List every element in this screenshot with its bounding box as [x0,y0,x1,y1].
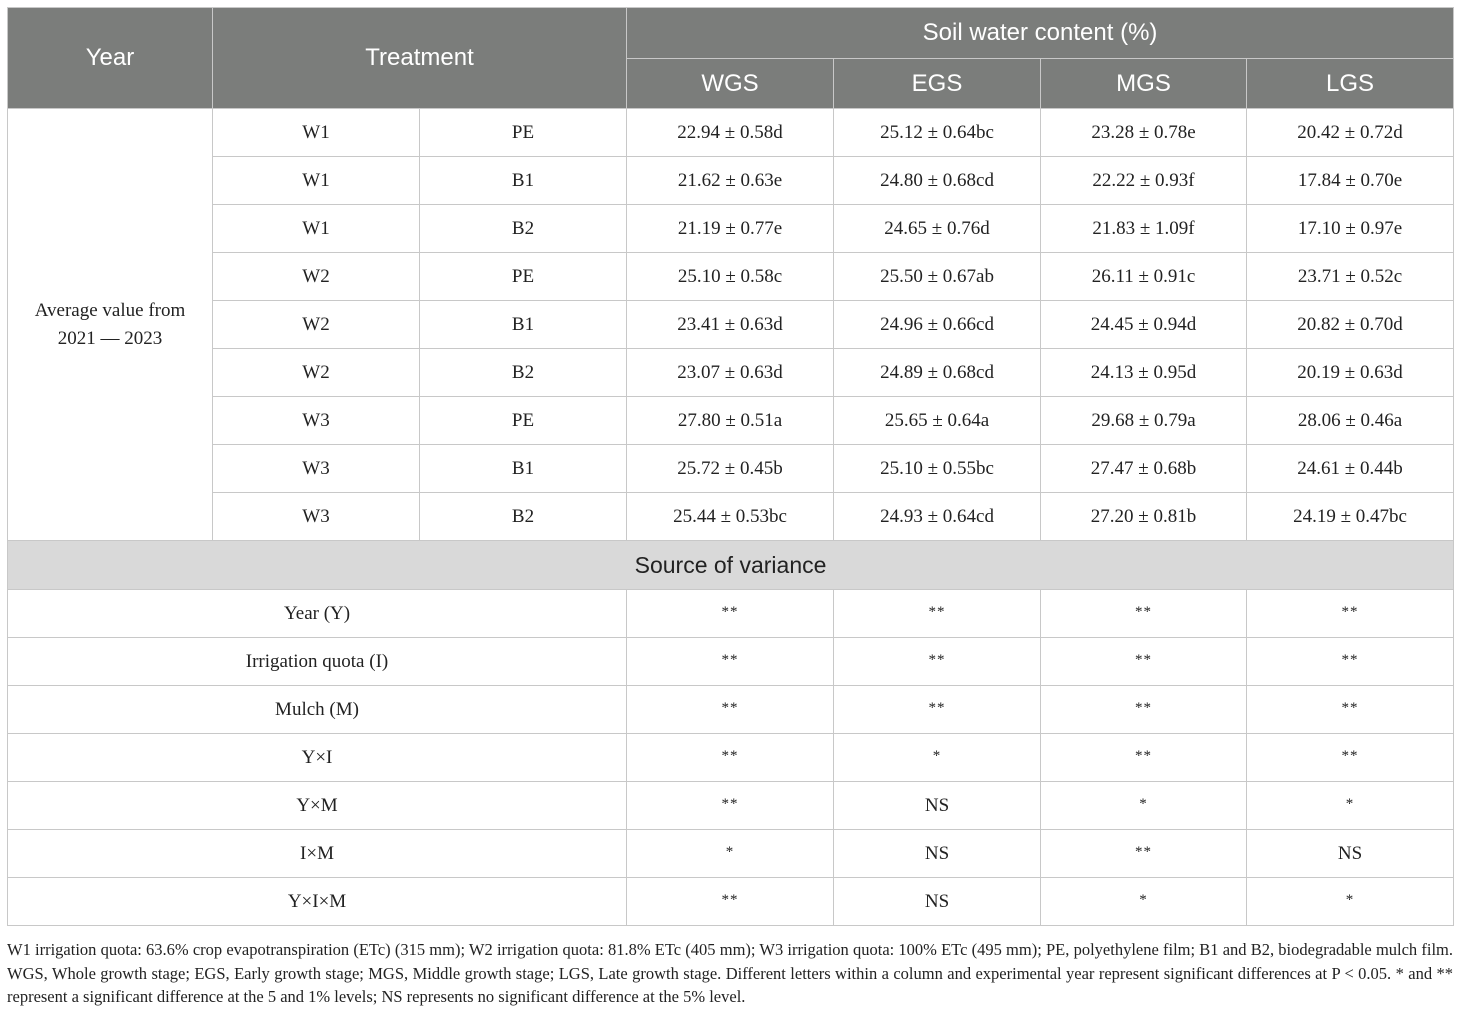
mgs-cell: 29.68 ± 0.79a [1041,397,1247,445]
mgs-cell: 26.11 ± 0.91c [1041,253,1247,301]
egs-cell: 24.93 ± 0.64cd [834,493,1041,541]
significance-cell: ** [1247,734,1454,782]
table-row [8,157,1454,205]
mgs-cell: 27.47 ± 0.68b [1041,445,1247,493]
significance-cell: * [1041,782,1247,830]
egs-cell: 24.96 ± 0.66cd [834,301,1041,349]
mulch-cell: B1 [420,301,627,349]
wgs-cell: 25.72 ± 0.45b [627,445,834,493]
variance-section-title: Source of variance [8,541,1454,590]
irrigation-cell: W2 [213,253,420,301]
lgs-cell: 24.61 ± 0.44b [1247,445,1454,493]
table-row [8,493,1454,541]
wgs-cell: 25.10 ± 0.58c [627,253,834,301]
header-soil-water-content: Soil water content (%) [627,8,1454,59]
significance-cell: ** [834,638,1041,686]
egs-cell: 25.65 ± 0.64a [834,397,1041,445]
significance-cell: ** [627,686,834,734]
mulch-cell: B1 [420,157,627,205]
table-row [8,301,1454,349]
table-row [8,397,1454,445]
variance-source: Y×I [8,734,627,782]
table-row [8,109,1454,157]
significance-cell: ** [1041,734,1247,782]
significance-cell: NS [834,830,1041,878]
significance-cell: ** [1247,590,1454,638]
table-row [8,349,1454,397]
significance-cell: NS [1247,830,1454,878]
significance-cell: ** [627,734,834,782]
mulch-cell: B2 [420,493,627,541]
table-row [8,205,1454,253]
mulch-cell: PE [420,109,627,157]
significance-cell: * [627,830,834,878]
significance-cell: ** [1041,686,1247,734]
irrigation-cell: W1 [213,157,420,205]
mgs-cell: 24.45 ± 0.94d [1041,301,1247,349]
egs-cell: 24.80 ± 0.68cd [834,157,1041,205]
header-egs: EGS [834,59,1041,109]
significance-cell: * [1247,782,1454,830]
variance-row [8,686,1454,734]
significance-cell: ** [1041,830,1247,878]
header-year: Year [8,8,213,109]
lgs-cell: 28.06 ± 0.46a [1247,397,1454,445]
wgs-cell: 21.62 ± 0.63e [627,157,834,205]
significance-cell: NS [834,782,1041,830]
lgs-cell: 20.19 ± 0.63d [1247,349,1454,397]
mulch-cell: B2 [420,205,627,253]
wgs-cell: 23.41 ± 0.63d [627,301,834,349]
irrigation-cell: W1 [213,109,420,157]
header-lgs: LGS [1247,59,1454,109]
irrigation-cell: W2 [213,301,420,349]
variance-row [8,878,1454,926]
significance-cell: ** [627,782,834,830]
significance-cell: ** [627,590,834,638]
header-mgs: MGS [1041,59,1247,109]
variance-row [8,734,1454,782]
header-treatment: Treatment [213,8,627,109]
significance-cell: * [834,734,1041,782]
variance-source: I×M [8,830,627,878]
significance-cell: ** [834,590,1041,638]
lgs-cell: 17.84 ± 0.70e [1247,157,1454,205]
mulch-cell: B2 [420,349,627,397]
irrigation-cell: W3 [213,445,420,493]
variance-source: Y×I×M [8,878,627,926]
significance-cell: ** [627,638,834,686]
wgs-cell: 21.19 ± 0.77e [627,205,834,253]
mulch-cell: B1 [420,445,627,493]
irrigation-cell: W1 [213,205,420,253]
lgs-cell: 23.71 ± 0.52c [1247,253,1454,301]
table-row [8,445,1454,493]
significance-cell: ** [1247,638,1454,686]
wgs-cell: 27.80 ± 0.51a [627,397,834,445]
egs-cell: 24.89 ± 0.68cd [834,349,1041,397]
variance-row [8,830,1454,878]
year-label-line2: 2021 — 2023 [57,327,163,349]
variance-row [8,782,1454,830]
significance-cell: ** [627,878,834,926]
significance-cell: ** [1247,686,1454,734]
significance-cell: NS [834,878,1041,926]
mgs-cell: 22.22 ± 0.93f [1041,157,1247,205]
wgs-cell: 23.07 ± 0.63d [627,349,834,397]
mgs-cell: 23.28 ± 0.78e [1041,109,1247,157]
egs-cell: 25.10 ± 0.55bc [834,445,1041,493]
significance-cell: * [1247,878,1454,926]
egs-cell: 25.50 ± 0.67ab [834,253,1041,301]
wgs-cell: 22.94 ± 0.58d [627,109,834,157]
variance-source: Y×M [8,782,627,830]
lgs-cell: 17.10 ± 0.97e [1247,205,1454,253]
egs-cell: 24.65 ± 0.76d [834,205,1041,253]
wgs-cell: 25.44 ± 0.53bc [627,493,834,541]
mulch-cell: PE [420,253,627,301]
variance-source: Mulch (M) [8,686,627,734]
significance-cell: ** [1041,638,1247,686]
mgs-cell: 21.83 ± 1.09f [1041,205,1247,253]
variance-source: Year (Y) [8,590,627,638]
variance-row [8,638,1454,686]
significance-cell: ** [1041,590,1247,638]
soil-water-table [7,7,1454,926]
table-row [8,253,1454,301]
table-footnote: W1 irrigation quota: 63.6% crop evapotranspiration (ETc) (315 mm); W2 irrigation quota: 81.8% ETc (405 mm); W3 irrigation quota: 100% ETc (495 mm); PE, polyethylene film; B1 and B2, biodegradable mulch film. WGS, Whole growth stage; EGS, Early growth stage; MGS, Middle growth stage; LGS, Late growth stage. Different letters within a column and experimental year represent significant differences at P < 0.05. * and ** represent a significant difference at the 5 and 1% levels; NS represents no significant difference at the 5% level. [7,940,1453,1006]
lgs-cell: 20.82 ± 0.70d [1247,301,1454,349]
header-wgs: WGS [627,59,834,109]
lgs-cell: 24.19 ± 0.47bc [1247,493,1454,541]
irrigation-cell: W3 [213,397,420,445]
year-cell [8,109,213,541]
variance-row [8,590,1454,638]
lgs-cell: 20.42 ± 0.72d [1247,109,1454,157]
mgs-cell: 27.20 ± 0.81b [1041,493,1247,541]
year-label-line1: Average value from [34,299,186,321]
significance-cell: ** [834,686,1041,734]
mgs-cell: 24.13 ± 0.95d [1041,349,1247,397]
egs-cell: 25.12 ± 0.64bc [834,109,1041,157]
variance-source: Irrigation quota (I) [8,638,627,686]
mulch-cell: PE [420,397,627,445]
variance-section-row [8,541,1454,590]
irrigation-cell: W2 [213,349,420,397]
significance-cell: * [1041,878,1247,926]
irrigation-cell: W3 [213,493,420,541]
